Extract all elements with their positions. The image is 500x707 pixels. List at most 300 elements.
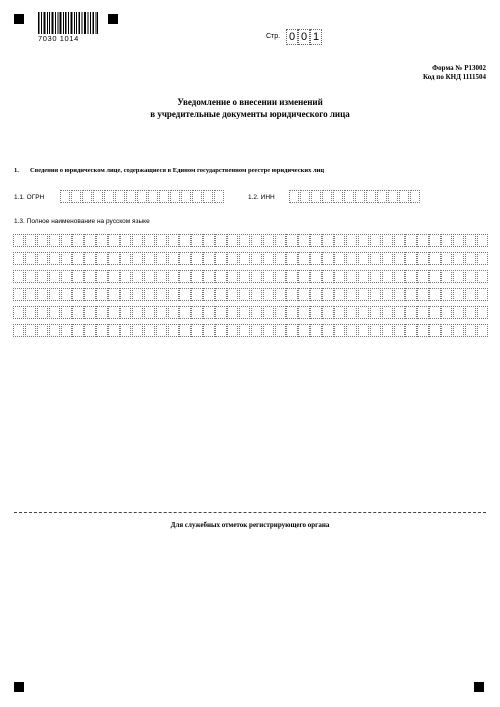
full-name-cell[interactable] [465,234,476,247]
inn-cell[interactable] [344,190,354,203]
full-name-cell[interactable] [191,270,202,283]
inn-cell[interactable] [355,190,365,203]
full-name-cell[interactable] [441,234,452,247]
full-name-cell[interactable] [275,252,286,265]
full-name-cell[interactable] [346,288,357,301]
form-info [423,64,486,82]
full-name-cell[interactable] [96,288,107,301]
full-name-cell[interactable] [263,270,274,283]
full-name-cell[interactable] [298,234,309,247]
full-name-cell[interactable] [72,324,83,337]
full-name-cell[interactable] [239,252,250,265]
full-name-cell[interactable] [286,306,297,319]
full-name-cell[interactable] [25,252,36,265]
inn-cell[interactable] [311,190,321,203]
full-name-cell[interactable] [394,324,405,337]
full-name-cell[interactable] [394,306,405,319]
full-name-cell[interactable] [417,270,428,283]
full-name-cell[interactable] [239,306,250,319]
full-name-cell[interactable] [453,306,464,319]
full-name-cell[interactable] [370,306,381,319]
full-name-cell[interactable] [405,252,416,265]
full-name-cell[interactable] [441,270,452,283]
full-name-cell[interactable] [310,234,321,247]
full-name-cell[interactable] [61,252,72,265]
full-name-cell[interactable] [298,306,309,319]
full-name-cell[interactable] [310,324,321,337]
full-name-cell[interactable] [394,234,405,247]
full-name-cell[interactable] [322,324,333,337]
full-name-cell[interactable] [322,270,333,283]
full-name-cell[interactable] [405,234,416,247]
full-name-cell[interactable] [322,234,333,247]
full-name-cell[interactable] [322,306,333,319]
full-name-cell[interactable] [322,288,333,301]
full-name-cell[interactable] [370,288,381,301]
full-name-cell[interactable] [203,234,214,247]
full-name-cell[interactable] [215,234,226,247]
full-name-cell[interactable] [334,270,345,283]
ogrn-cell[interactable] [93,190,103,203]
full-name-cell[interactable] [120,234,131,247]
full-name-cell[interactable] [72,234,83,247]
full-name-cell[interactable] [394,288,405,301]
inn-cell[interactable] [300,190,310,203]
inn-cell[interactable] [289,190,299,203]
full-name-cell[interactable] [263,306,274,319]
full-name-cell[interactable] [310,252,321,265]
ogrn-cell[interactable] [170,190,180,203]
full-name-cell[interactable] [168,288,179,301]
ogrn-cell[interactable] [159,190,169,203]
full-name-cell[interactable] [477,288,488,301]
full-name-cell[interactable] [227,234,238,247]
full-name-cell[interactable] [96,270,107,283]
inn-input[interactable] [289,190,421,203]
full-name-cell[interactable] [441,252,452,265]
full-name-cell[interactable] [120,324,131,337]
full-name-cell[interactable] [215,252,226,265]
full-name-cell[interactable] [275,270,286,283]
full-name-cell[interactable] [286,324,297,337]
full-name-cell[interactable] [215,306,226,319]
ogrn-cell[interactable] [82,190,92,203]
full-name-cell[interactable] [84,306,95,319]
full-name-cell[interactable] [239,270,250,283]
full-name-cell[interactable] [429,306,440,319]
form-number: Форма № Р13002 [432,64,486,72]
full-name-cell[interactable] [251,324,262,337]
section-1-heading-text: Сведения о юридическом лице, содержащиеся в Едином государственном реестре юридических лиц [30,167,325,174]
full-name-cell[interactable] [179,324,190,337]
full-name-cell[interactable] [49,288,60,301]
full-name-cell[interactable] [61,288,72,301]
full-name-cell[interactable] [49,306,60,319]
full-name-cell[interactable] [417,306,428,319]
registration-marker-top-left [14,14,24,24]
ogrn-cell[interactable] [126,190,136,203]
full-name-cell[interactable] [417,288,428,301]
full-name-cell[interactable] [72,288,83,301]
full-name-cell[interactable] [334,288,345,301]
full-name-cell[interactable] [453,270,464,283]
full-name-cell[interactable] [358,288,369,301]
full-name-row [13,234,489,247]
full-name-cell[interactable] [132,234,143,247]
full-name-cell[interactable] [37,252,48,265]
full-name-cell[interactable] [358,324,369,337]
full-name-cell[interactable] [382,306,393,319]
full-name-cell[interactable] [168,270,179,283]
full-name-cell[interactable] [465,306,476,319]
full-name-cell[interactable] [394,252,405,265]
full-name-cell[interactable] [334,234,345,247]
inn-cell[interactable] [377,190,387,203]
full-name-input-grid[interactable] [13,234,489,342]
full-name-cell[interactable] [465,288,476,301]
full-name-cell[interactable] [429,270,440,283]
full-name-row [13,270,489,283]
full-name-cell[interactable] [132,324,143,337]
full-name-cell[interactable] [346,306,357,319]
full-name-cell[interactable] [132,288,143,301]
full-name-cell[interactable] [227,324,238,337]
full-name-cell[interactable] [13,324,24,337]
registration-marker-bottom-left [14,682,24,692]
section-1-number: 1. [14,167,19,174]
full-name-cell[interactable] [168,252,179,265]
full-name-cell[interactable] [108,288,119,301]
full-name-cell[interactable] [37,270,48,283]
full-name-cell[interactable] [179,234,190,247]
document-title-line-2: в учредительные документы юридического лица [150,109,350,119]
full-name-cell[interactable] [358,234,369,247]
full-name-cell[interactable] [346,270,357,283]
full-name-cell[interactable] [13,306,24,319]
full-name-cell[interactable] [429,234,440,247]
full-name-cell[interactable] [334,306,345,319]
full-name-cell[interactable] [203,252,214,265]
service-note: Для служебных отметок регистрирующего органа [170,521,330,529]
ogrn-cell[interactable] [115,190,125,203]
full-name-cell[interactable] [346,252,357,265]
full-name-cell[interactable] [298,252,309,265]
full-name-cell[interactable] [370,324,381,337]
full-name-cell[interactable] [25,306,36,319]
full-name-cell[interactable] [251,306,262,319]
barcode-digits: 7030 1014 [38,34,79,43]
full-name-cell[interactable] [370,234,381,247]
full-name-cell[interactable] [179,306,190,319]
full-name-cell[interactable] [358,252,369,265]
ogrn-cell[interactable] [60,190,70,203]
full-name-cell[interactable] [286,288,297,301]
full-name-cell[interactable] [465,324,476,337]
full-name-cell[interactable] [346,324,357,337]
full-name-cell[interactable] [310,306,321,319]
full-name-cell[interactable] [405,270,416,283]
full-name-cell[interactable] [310,270,321,283]
full-name-cell[interactable] [334,252,345,265]
full-name-cell[interactable] [239,234,250,247]
full-name-cell[interactable] [251,234,262,247]
full-name-cell[interactable] [84,234,95,247]
full-name-cell[interactable] [215,324,226,337]
full-name-cell[interactable] [144,270,155,283]
full-name-cell[interactable] [310,288,321,301]
full-name-cell[interactable] [191,324,202,337]
full-name-cell[interactable] [168,234,179,247]
document-title [0,96,500,120]
full-name-cell[interactable] [453,234,464,247]
full-name-cell[interactable] [156,288,167,301]
cut-line [14,512,486,513]
full-name-cell[interactable] [61,270,72,283]
full-name-cell[interactable] [286,270,297,283]
full-name-cell[interactable] [417,252,428,265]
page-number-label: Стр. [266,33,281,40]
full-name-cell[interactable] [156,324,167,337]
full-name-cell[interactable] [405,288,416,301]
full-name-cell[interactable] [275,234,286,247]
full-name-cell[interactable] [465,270,476,283]
full-name-cell[interactable] [49,234,60,247]
full-name-cell[interactable] [441,324,452,337]
full-name-cell[interactable] [405,324,416,337]
ogrn-cell[interactable] [148,190,158,203]
full-name-cell[interactable] [394,270,405,283]
full-name-cell[interactable] [239,288,250,301]
full-name-cell[interactable] [203,306,214,319]
full-name-cell[interactable] [61,234,72,247]
full-name-cell[interactable] [417,234,428,247]
full-name-cell[interactable] [382,234,393,247]
full-name-cell[interactable] [49,270,60,283]
full-name-cell[interactable] [179,270,190,283]
full-name-row [13,288,489,301]
full-name-row [13,252,489,265]
full-name-cell[interactable] [37,234,48,247]
full-name-cell[interactable] [132,270,143,283]
full-name-row [13,306,489,319]
full-name-cell[interactable] [61,306,72,319]
full-name-cell[interactable] [96,234,107,247]
full-name-cell[interactable] [191,288,202,301]
document-title-line-1: Уведомление о внесении изменений [177,97,323,107]
page-number-cell-2[interactable]: 0 [298,29,310,45]
full-name-cell[interactable] [429,324,440,337]
full-name-cell[interactable] [275,288,286,301]
full-name-cell[interactable] [144,234,155,247]
full-name-cell[interactable] [156,234,167,247]
form-kind-code: Код по КНД 1111504 [422,73,486,81]
full-name-cell[interactable] [168,306,179,319]
full-name-cell[interactable] [144,252,155,265]
full-name-cell[interactable] [132,306,143,319]
full-name-cell[interactable] [108,252,119,265]
full-name-cell[interactable] [25,270,36,283]
full-name-cell[interactable] [453,324,464,337]
full-name-cell[interactable] [286,234,297,247]
inn-cell[interactable] [410,190,420,203]
full-name-cell[interactable] [275,306,286,319]
full-name-cell[interactable] [132,252,143,265]
full-name-cell[interactable] [120,288,131,301]
full-name-cell[interactable] [251,288,262,301]
ogrn-cell[interactable] [181,190,191,203]
full-name-cell[interactable] [120,270,131,283]
full-name-cell[interactable] [477,234,488,247]
full-name-cell[interactable] [120,252,131,265]
full-name-cell[interactable] [298,288,309,301]
full-name-cell[interactable] [84,324,95,337]
full-name-cell[interactable] [191,306,202,319]
full-name-cell[interactable] [227,306,238,319]
full-name-cell[interactable] [168,324,179,337]
full-name-cell[interactable] [370,252,381,265]
full-name-cell[interactable] [251,252,262,265]
full-name-cell[interactable] [405,306,416,319]
ogrn-cell[interactable] [137,190,147,203]
full-name-cell[interactable] [25,324,36,337]
full-name-cell[interactable] [49,324,60,337]
registration-marker-top-right [108,14,118,24]
full-name-cell[interactable] [275,324,286,337]
full-name-cell[interactable] [144,324,155,337]
page-number-cell-1[interactable]: 0 [286,29,298,45]
full-name-cell[interactable] [298,270,309,283]
full-name-cell[interactable] [179,288,190,301]
inn-cell[interactable] [333,190,343,203]
full-name-cell[interactable] [156,270,167,283]
full-name-cell[interactable] [263,288,274,301]
full-name-cell[interactable] [156,252,167,265]
registration-marker-bottom-right [474,682,484,692]
full-name-cell[interactable] [108,234,119,247]
full-name-cell[interactable] [72,306,83,319]
full-name-cell[interactable] [215,270,226,283]
full-name-cell[interactable] [13,270,24,283]
full-name-cell[interactable] [96,306,107,319]
full-name-cell[interactable] [84,252,95,265]
full-name-cell[interactable] [477,324,488,337]
full-name-cell[interactable] [382,252,393,265]
full-name-cell[interactable] [144,288,155,301]
full-name-cell[interactable] [191,234,202,247]
full-name-cell[interactable] [346,234,357,247]
full-name-cell[interactable] [72,270,83,283]
full-name-cell[interactable] [37,288,48,301]
full-name-cell[interactable] [84,270,95,283]
full-name-cell[interactable] [382,324,393,337]
full-name-cell[interactable] [108,324,119,337]
full-name-cell[interactable] [441,288,452,301]
full-name-cell[interactable] [84,288,95,301]
ogrn-cell[interactable] [203,190,213,203]
full-name-cell[interactable] [453,252,464,265]
full-name-cell[interactable] [191,252,202,265]
full-name-cell[interactable] [358,306,369,319]
ogrn-cell[interactable] [71,190,81,203]
ogrn-cell[interactable] [104,190,114,203]
full-name-cell[interactable] [441,306,452,319]
ogrn-label: 1.1. ОГРН [14,194,45,201]
full-name-cell[interactable] [465,252,476,265]
full-name-cell[interactable] [179,252,190,265]
full-name-cell[interactable] [453,288,464,301]
full-name-cell[interactable] [13,234,24,247]
full-name-cell[interactable] [477,306,488,319]
full-name-cell[interactable] [96,324,107,337]
full-name-cell[interactable] [263,252,274,265]
full-name-cell[interactable] [382,270,393,283]
inn-cell[interactable] [366,190,376,203]
full-name-cell[interactable] [227,252,238,265]
full-name-cell[interactable] [429,288,440,301]
full-name-cell[interactable] [239,324,250,337]
full-name-cell[interactable] [358,270,369,283]
full-name-cell[interactable] [382,288,393,301]
ogrn-input[interactable] [60,190,225,203]
full-name-cell[interactable] [108,270,119,283]
full-name-cell[interactable] [25,234,36,247]
full-name-cell[interactable] [120,306,131,319]
full-name-cell[interactable] [37,306,48,319]
full-name-cell[interactable] [156,306,167,319]
full-name-cell[interactable] [263,234,274,247]
full-name-cell[interactable] [417,324,428,337]
full-name-cell[interactable] [13,252,24,265]
full-name-cell[interactable] [429,252,440,265]
full-name-cell[interactable] [370,270,381,283]
full-name-cell[interactable] [227,270,238,283]
full-name-cell[interactable] [477,270,488,283]
barcode-image [38,12,98,34]
full-name-cell[interactable] [13,288,24,301]
full-name-cell[interactable] [334,324,345,337]
full-name-cell[interactable] [61,324,72,337]
full-name-cell[interactable] [263,324,274,337]
full-name-cell[interactable] [286,252,297,265]
inn-label: 1.2. ИНН [248,194,275,201]
full-name-cell[interactable] [203,270,214,283]
inn-cell[interactable] [388,190,398,203]
full-name-cell[interactable] [227,288,238,301]
section-1-heading [14,167,324,174]
full-name-cell[interactable] [322,252,333,265]
full-name-cell[interactable] [144,306,155,319]
full-name-cell[interactable] [108,306,119,319]
page-number-cell-3[interactable]: 1 [310,29,322,45]
full-name-cell[interactable] [96,252,107,265]
ogrn-cell[interactable] [214,190,224,203]
ogrn-cell[interactable] [192,190,202,203]
inn-cell[interactable] [322,190,332,203]
full-name-cell[interactable] [298,324,309,337]
full-name-row [13,324,489,337]
full-name-cell[interactable] [49,252,60,265]
full-name-cell[interactable] [215,288,226,301]
full-name-cell[interactable] [203,288,214,301]
full-name-cell[interactable] [25,288,36,301]
full-name-cell[interactable] [477,252,488,265]
full-name-cell[interactable] [37,324,48,337]
full-name-label: 1.3. Полное наименование на русском языке [14,218,150,225]
full-name-cell[interactable] [72,252,83,265]
full-name-cell[interactable] [251,270,262,283]
full-name-cell[interactable] [203,324,214,337]
inn-cell[interactable] [399,190,409,203]
